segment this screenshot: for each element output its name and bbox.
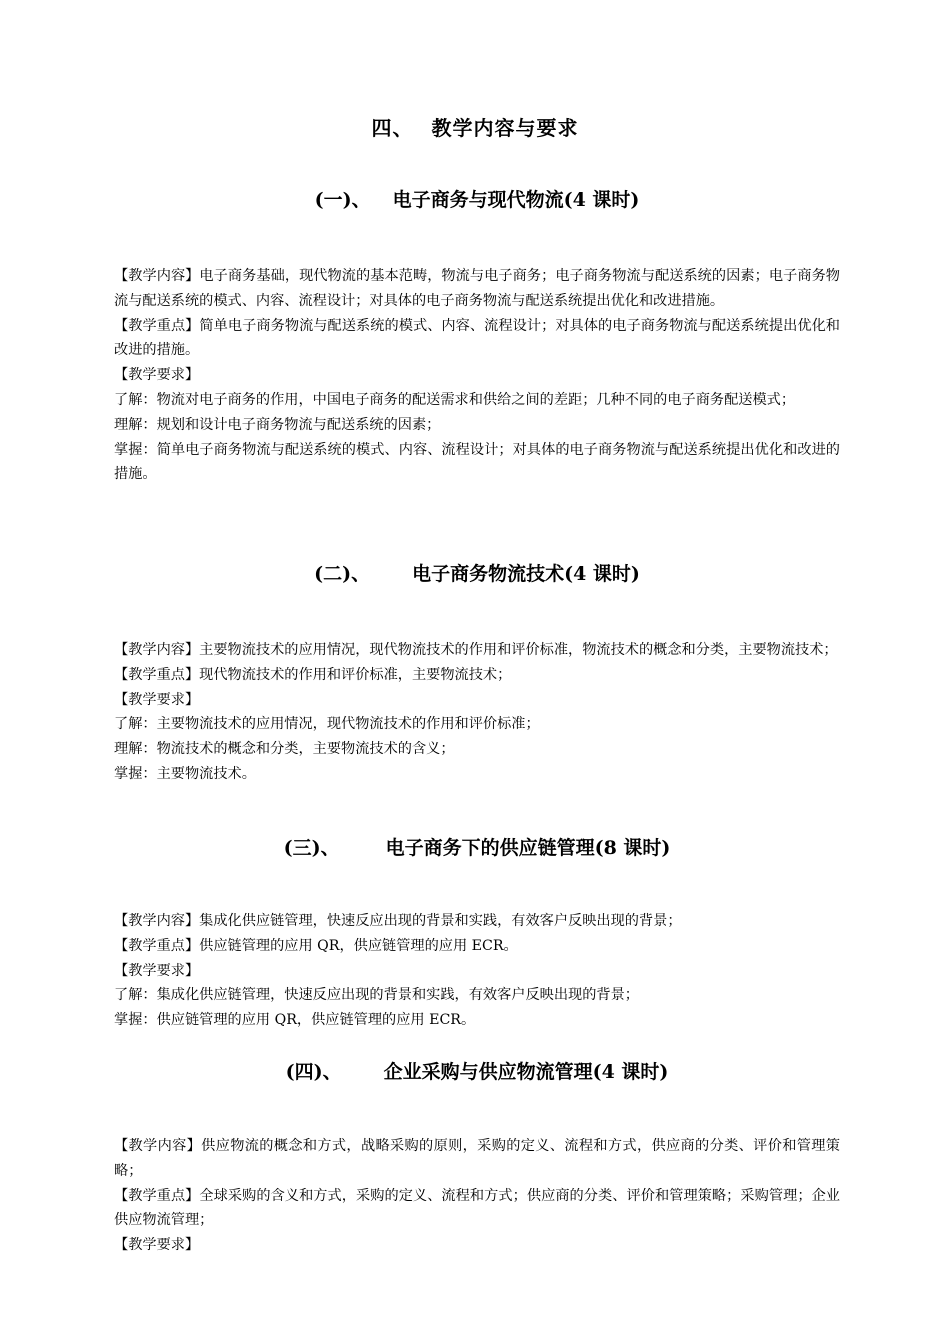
section-number: (一)、 <box>314 189 371 211</box>
section-heading <box>114 560 840 588</box>
requirement-master: 掌握：主要物流技术。 <box>114 765 256 782</box>
teaching-focus: 【教学重点】现代物流技术的作用和评价标准，主要物流技术； <box>114 666 512 683</box>
section-title: 电子商务下的供应链管理(8 课时) <box>385 837 671 859</box>
main-heading-text: 教学内容与要求 <box>431 116 579 140</box>
teaching-content: 【教学内容】集成化供应链管理，快速反应出现的背景和实践，有效客户反映出现的背景； <box>114 913 682 929</box>
main-heading-number: 四、 <box>371 116 414 140</box>
section-title: 电子商务物流技术(4 课时) <box>412 563 640 585</box>
teaching-focus: 【教学重点】简单电子商务物流与配送系统的模式、内容、流程设计；对具体的电子商务物流与配送系统提出优化和改进的措施。 <box>114 317 840 359</box>
section-title: 电子商务与现代物流(4 课时) <box>392 189 640 211</box>
section-2 <box>114 560 840 787</box>
section-3 <box>114 834 840 1033</box>
section-number: (三)、 <box>283 837 340 859</box>
teaching-focus: 【教学重点】供应链管理的应用 QR，供应链管理的应用 ECR。 <box>114 937 518 954</box>
teaching-requirements-label: 【教学要求】 <box>114 1237 200 1254</box>
section-4 <box>114 1058 840 1258</box>
section-title: 企业采购与供应物流管理(4 课时) <box>383 1061 669 1083</box>
section-body <box>114 909 840 1033</box>
teaching-content: 【教学内容】电子商务基础，现代物流的基本范畴，物流与电子商务；电子商务物流与配送系统的因素；电子商务物流与配送系统的模式、内容、流程设计；对具体的电子商务物流与配送系统提出优化和改进措施。 <box>114 268 840 309</box>
main-heading <box>0 112 950 141</box>
section-heading <box>114 1058 840 1086</box>
section-heading <box>114 186 840 214</box>
section-heading <box>114 834 840 862</box>
section-1 <box>114 186 840 487</box>
teaching-content: 【教学内容】供应物流的概念和方式，战略采购的原则，采购的定义、流程和方式，供应商的分类、评价和管理策略； <box>114 1138 840 1179</box>
requirement-comprehend: 理解：物流技术的概念和分类，主要物流技术的含义； <box>114 741 455 758</box>
teaching-requirements-label: 【教学要求】 <box>114 691 200 708</box>
section-body <box>114 1134 840 1258</box>
requirement-understand: 了解：物流对电子商务的作用，中国电子商务的配送需求和供给之间的差距；几种不同的电子商务配送模式； <box>114 391 796 408</box>
requirement-comprehend: 理解：规划和设计电子商务物流与配送系统的因素； <box>114 416 441 433</box>
requirement-understand: 了解：主要物流技术的应用情况，现代物流技术的作用和评价标准； <box>114 716 540 733</box>
requirement-master: 掌握：简单电子商务物流与配送系统的模式、内容、流程设计；对具体的电子商务物流与配送系统提出优化和改进的措施。 <box>114 441 840 483</box>
teaching-focus: 【教学重点】全球采购的含义和方式，采购的定义、流程和方式；供应商的分类、评价和管理策略；采购管理；企业供应物流管理； <box>114 1187 840 1229</box>
teaching-requirements-label: 【教学要求】 <box>114 962 200 979</box>
requirement-master: 掌握：供应链管理的应用 QR，供应链管理的应用 ECR。 <box>114 1012 476 1029</box>
teaching-requirements-label: 【教学要求】 <box>114 367 200 384</box>
requirement-understand: 了解：集成化供应链管理，快速反应出现的背景和实践，有效客户反映出现的背景； <box>114 987 639 1004</box>
section-body <box>114 638 840 787</box>
teaching-content: 【教学内容】主要物流技术的应用情况，现代物流技术的作用和评价标准，物流技术的概念和分类，主要物流技术； <box>114 642 838 658</box>
section-number: (二)、 <box>314 563 371 585</box>
section-number: (四)、 <box>285 1061 342 1083</box>
section-body <box>114 264 840 487</box>
